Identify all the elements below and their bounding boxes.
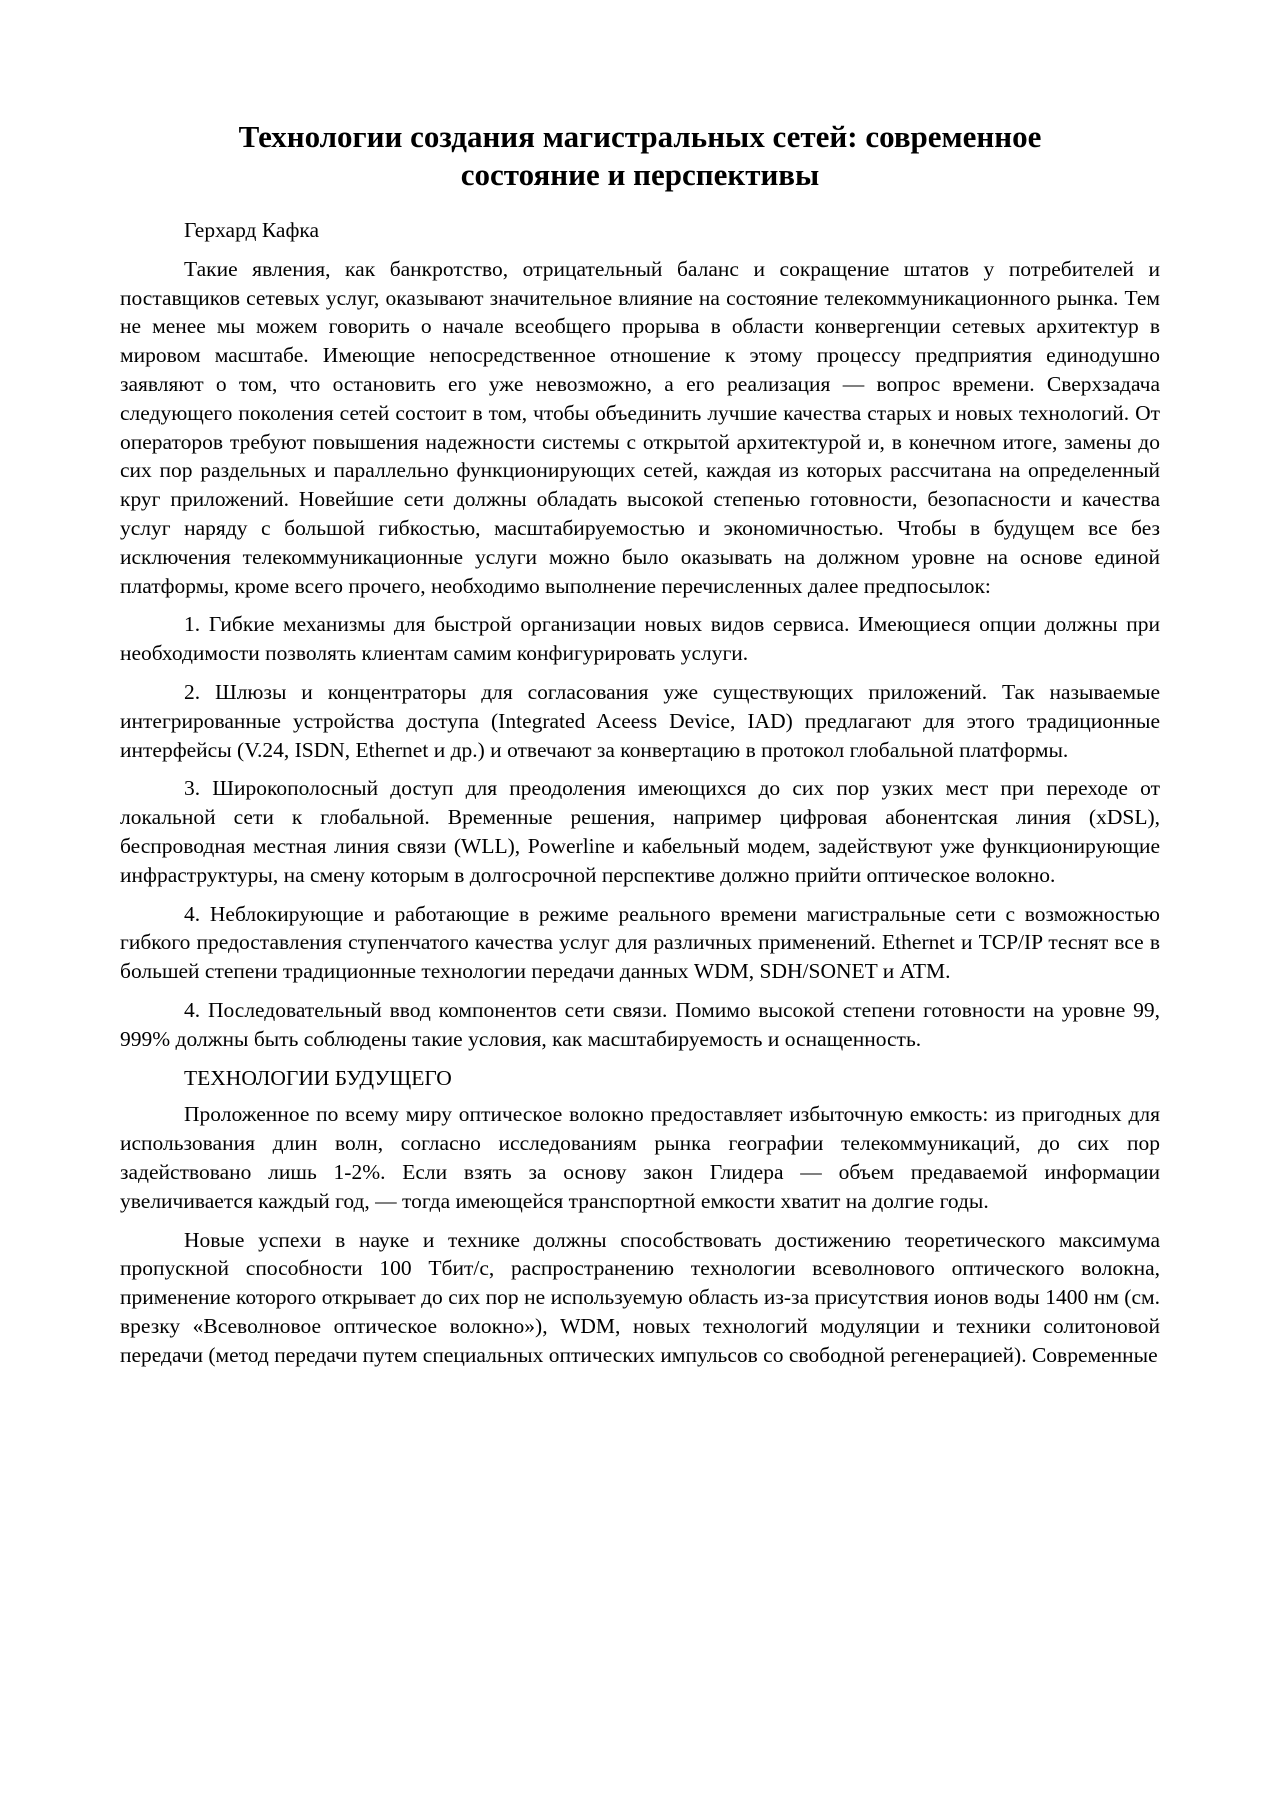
section-heading: ТЕХНОЛОГИИ БУДУЩЕГО [184, 1065, 452, 1090]
list-item: 4. Последовательный ввод компонентов сети связи. Помимо высокой степени готовности на уровне 99, 999% должны быть соблюдены такие условия, как масштабируемость и оснащенность. [120, 997, 1160, 1051]
list-item: 2. Шлюзы и концентраторы для согласования уже существующих приложений. Так называемые интегрированные устройства доступа (Integrated Aceess Device, IAD) предлагают для этого традиционные интерфейсы (V.24, ISDN, Ethernet и др.) и отвечают за конвертацию в протокол глобальной платформы. [120, 679, 1160, 762]
document-author: Герхард Кафка [184, 218, 320, 242]
document-body [120, 118, 1160, 1379]
intro-paragraph: Такие явления, как банкротство, отрицательный баланс и сокращение штатов у потребителей и поставщиков сетевых услуг, оказывают значительное влияние на состояние телекоммуникационного рынка. Тем не менее мы можем говорить о начале всеобщего прорыва в области конвергенции сетевых архитектур в мировом масштабе. Имеющие непосредственное отношение к этому процессу предприятия единодушно заявляют о том, что остановить его уже невозможно, а его реализация — вопрос времени. Сверхзадача следующего поколения сетей состоит в том, чтобы объединить лучшие качества старых и новых технологий. От операторов требуют повышения надежности системы с открытой архитектурой и, в конечном итоге, замены до сих пор раздельных и параллельно функционирующих сетей, каждая из которых рассчитана на определенный круг приложений. Новейшие сети должны обладать высокой степенью готовности, безопасности и качества услуг наряду с большой гибкостью, масштабируемостью и экономичностью. Чтобы в будущем все без исключения телекоммуникационные услуги можно было оказывать на должном уровне на основе единой платформы, кроме всего прочего, необходимо выполнение перечисленных далее предпосылок: [120, 256, 1160, 598]
list-item: 1. Гибкие механизмы для быстрой организации новых видов сервиса. Имеющиеся опции должны при необходимости позволять клиентам самим конфигурировать услуги. [120, 612, 1160, 666]
list-item: 3. Широкополосный доступ для преодоления имеющихся до сих пор узких мест при переходе от локальной сети к глобальной. Временные решения, например цифровая абонентская линия (xDSL), беспроводная местная линия связи (WLL), Powerline и кабельный модем, задействуют уже функционирующие инфраструктуры, на смену которым в долгосрочной перспективе должно прийти оптическое волокно. [120, 776, 1160, 887]
document-title: Технологии создания магистральных сетей: современное состояние и перспективы [238, 119, 1042, 192]
list-item: 4. Неблокирующие и работающие в режиме реального времени магистральные сети с возможностью гибкого предоставления ступенчатого качества услуг для различных применений. Ethernet и TCP/IP теснят все в большей степени традиционные технологии передачи данных WDM, SDH/SONET и ATM. [120, 901, 1160, 984]
section-paragraph: Проложенное по всему миру оптическое волокно предоставляет избыточную емкость: из пригодных для использования длин волн, согласно исследованиям рынка географии телекоммуникаций, до сих пор задействовано лишь 1-2%. Если взять за основу закон Глидера — объем предаваемой информации увеличивается каждый год, — тогда имеющейся транспортной емкости хватит на долгие годы. [120, 1102, 1160, 1213]
section-paragraph: Новые успехи в науке и технике должны способствовать достижению теоретического максимума пропускной способности 100 Тбит/с, распространению технологии всеволнового оптического волокна, применение которого открывает до сих пор не используемую область из-за присутствия ионов воды 1400 нм (см. врезку «Всеволновое оптическое волокно»), WDM, новых технологий модуляции и техники солитоновой передачи (метод передачи путем специальных оптических импульсов со свободной регенерацией). Современные [120, 1227, 1160, 1367]
